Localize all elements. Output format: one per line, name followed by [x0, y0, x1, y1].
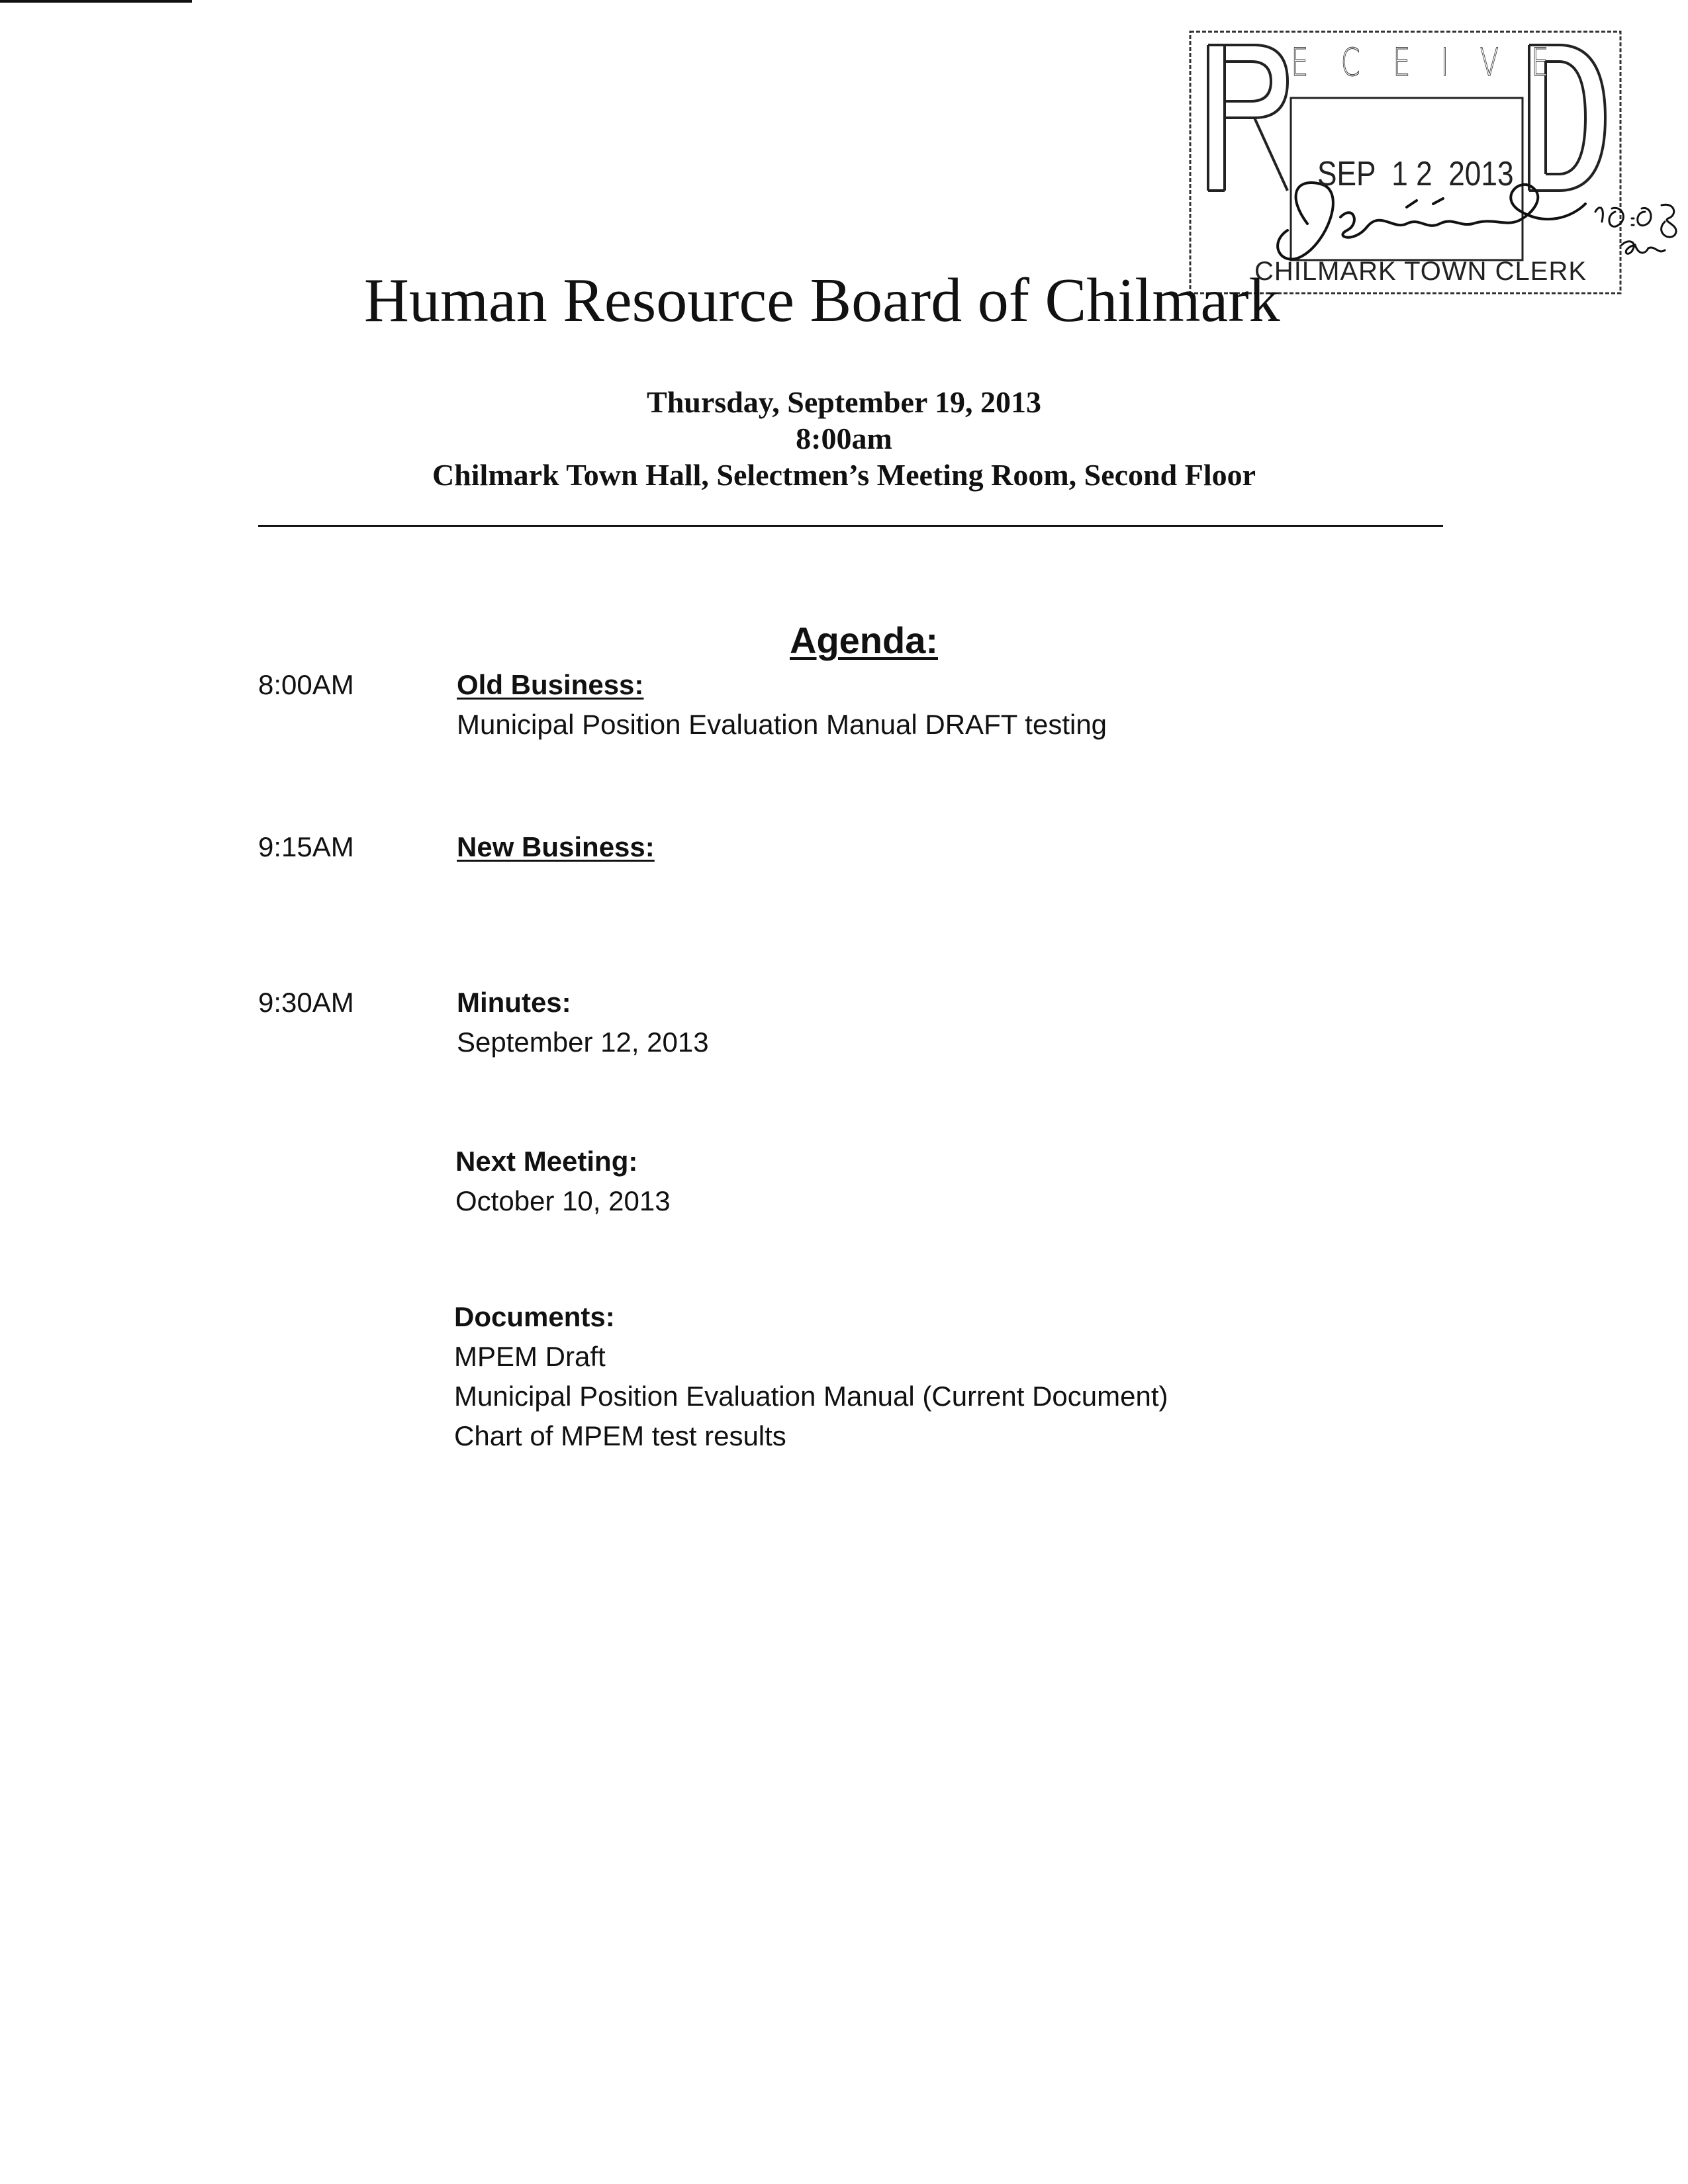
stamp-letter: E: [1393, 40, 1411, 85]
agenda-item-minutes: [0, 983, 1688, 1069]
stamp-date: SEP 1 2 2013: [1317, 155, 1514, 193]
stamp-letter: V: [1479, 40, 1499, 85]
agenda-item-body: [455, 1142, 1448, 1221]
agenda-item-body: [457, 827, 1450, 867]
scan-artifact-gap: [192, 0, 232, 3]
agenda-item-line: October 10, 2013: [455, 1185, 671, 1216]
stamp-received-letters: [1288, 40, 1552, 85]
agenda-item-documents: [0, 1297, 1688, 1469]
meeting-time: 8:00am: [796, 422, 892, 455]
stamp-letter: C: [1340, 40, 1361, 85]
document-list-item: Chart of MPEM test results: [454, 1420, 786, 1451]
agenda-item-label: Minutes:: [457, 987, 571, 1018]
stamp-letter: E: [1291, 40, 1309, 85]
agenda-item-body: [457, 983, 1450, 1062]
agenda-item-body: [454, 1297, 1447, 1456]
stamp-letter: I: [1440, 40, 1450, 85]
meeting-info: [0, 384, 1688, 493]
agenda-item-time: 8:00AM: [258, 669, 354, 700]
scan-artifact-line: [0, 0, 225, 3]
handwritten-time-mark: [1225, 172, 1688, 278]
stamp-office: CHILMARK TOWN CLERK: [1254, 257, 1587, 286]
meeting-location: Chilmark Town Hall, Selectmen’s Meeting Room, Second Floor: [432, 458, 1256, 492]
header-divider: [258, 525, 1443, 527]
agenda-item-label: New Business:: [457, 831, 655, 862]
agenda-item-time: 9:30AM: [258, 987, 354, 1018]
agenda-item-label: Old Business:: [457, 669, 644, 700]
document-list-item: Municipal Position Evaluation Manual (Current Document): [454, 1381, 1168, 1412]
stamp-letter: E: [1531, 40, 1549, 85]
document-title: Human Resource Board of Chilmark: [364, 266, 1280, 335]
agenda-item-old-business: [0, 665, 1688, 751]
agenda-item-line: September 12, 2013: [457, 1026, 709, 1058]
agenda-item-label: Documents:: [454, 1301, 615, 1332]
agenda-item-next-meeting: [0, 1142, 1688, 1228]
agenda-heading: [0, 619, 1688, 662]
agenda-heading-text: Agenda:: [790, 619, 938, 661]
agenda-item-new-business: [0, 827, 1688, 874]
agenda-item-label: Next Meeting:: [455, 1146, 638, 1177]
document-list-item: MPEM Draft: [454, 1341, 606, 1372]
agenda-item-body: [457, 665, 1450, 745]
agenda-item-time: 9:15AM: [258, 831, 354, 862]
meeting-date: Thursday, September 19, 2013: [647, 385, 1041, 419]
agenda-item-line: Municipal Position Evaluation Manual DRAFT testing: [457, 709, 1107, 740]
